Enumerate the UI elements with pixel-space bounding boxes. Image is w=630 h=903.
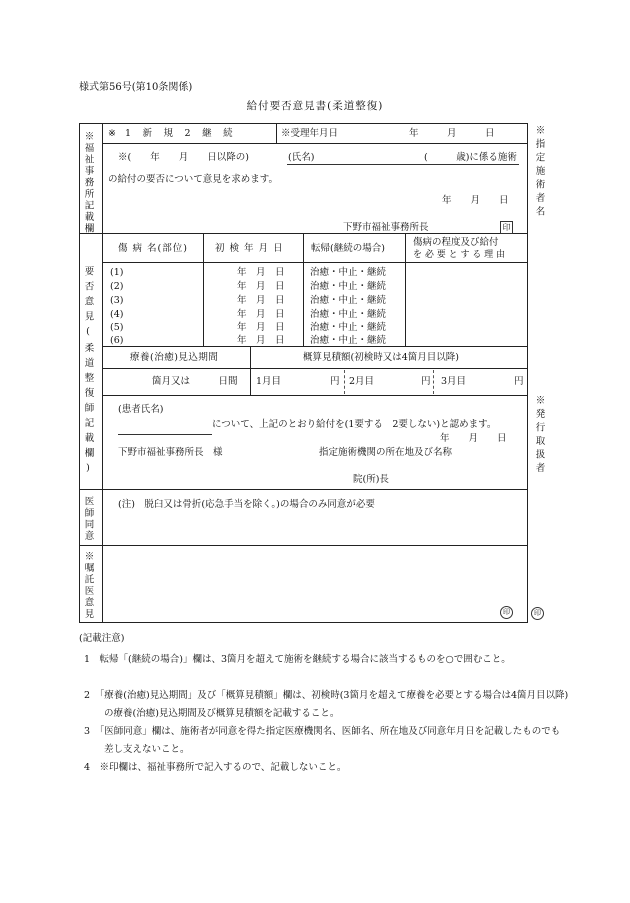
row-date: 年 月 日 <box>237 295 285 306</box>
patient-name-label: (氏名) <box>288 152 315 163</box>
received-date-label: ※受理年月日 <box>281 128 339 139</box>
new-renew-choice: 1 新 規 2 継 続 <box>125 128 234 139</box>
row-outcome: 治癒・中止・継続 <box>310 281 387 292</box>
row-date: 年 月 日 <box>237 322 285 333</box>
row-no: (5) <box>110 322 124 333</box>
col-reason-line1: 傷病の程度及び給付 <box>413 237 499 248</box>
row-outcome: 治癒・中止・継続 <box>310 309 387 320</box>
row-date: 年 月 日 <box>237 309 285 320</box>
issuer-seal-icon: 印 <box>531 607 544 620</box>
institution-label: 指定施術機関の所在地及び名称 <box>319 447 453 458</box>
row-no: (3) <box>110 295 124 306</box>
period-label: 療養(治癒)見込期間 <box>130 352 219 363</box>
notes-heading: (記載注意) <box>79 633 125 644</box>
note-item-3: 3 「医師同意」欄は、施術者が同意を得た指定医療機関名、医師名、所在地及び同意年月日を記載したものでも差し支えないこと。 <box>84 726 561 755</box>
chief-seal-icon: 印 <box>500 221 513 234</box>
consent-text: について、上記のとおり給付を(1要する 2要しない)と認めます。 <box>212 419 497 430</box>
note-item-4: 4 ※印欄は、福祉事務所で記入するので、記載しないこと。 <box>84 762 347 773</box>
month1-label: 1月目 <box>256 376 282 387</box>
commission-seal-icon: 印 <box>500 606 513 619</box>
col-outcome: 転帰(継続の場合) <box>311 243 385 254</box>
director-label: 院(所)長 <box>353 474 389 485</box>
period-value: 箇月又は 日間 <box>152 376 238 387</box>
office-chief: 下野市福祉事務所長 <box>343 222 429 233</box>
estimate-label: 概算見積額(初検時又は4箇月目以降) <box>303 352 459 363</box>
yen-2: 円 <box>421 376 431 387</box>
month2-label: 2月目 <box>349 376 375 387</box>
form-title: 給付要否意見書(柔道整復) <box>246 100 384 112</box>
doctor-section-label: 医師同意 <box>82 496 94 542</box>
form-number: 様式第56号(第10条関係) <box>79 82 193 93</box>
note-item-1: 1 転帰「(継続の場合)」欄は、3箇月を超えて施術を継続する場合に該当するものを○で囲むこと。 <box>84 654 511 665</box>
row-date: 年 月 日 <box>237 281 285 292</box>
col-reason-line2: を 必 要 と す る 理 由 <box>413 250 506 260</box>
row-date: 年 月 日 <box>237 335 285 346</box>
row-no: (6) <box>110 335 124 346</box>
designated-practitioner-label: ※指定施術者名 <box>533 125 545 220</box>
office-mark: ※ <box>108 128 116 139</box>
issuer-label: ※発行取扱者 <box>533 395 545 476</box>
row-date: 年 月 日 <box>237 267 285 278</box>
received-date-field: 年 月 日 <box>409 128 495 139</box>
row-outcome: 治癒・中止・継続 <box>310 322 387 333</box>
row-outcome: 治癒・中止・継続 <box>310 267 387 278</box>
row-no: (2) <box>110 281 124 292</box>
col-first-visit: 初 検 年 月 日 <box>215 243 284 254</box>
request-text: の給付の要否について意見を求めます。 <box>108 174 279 185</box>
row-no: (1) <box>110 267 124 278</box>
row-outcome: 治癒・中止・継続 <box>310 295 387 306</box>
consent-date: 年 月 日 <box>440 433 507 444</box>
commission-section-label: ※嘱託医意見 <box>82 551 94 620</box>
note-item-2: 2 「療養(治癒)見込期間」及び「概算見積額」欄は、初検時(3箇月を超えて療養を必要とする場合は4箇月目以降)の療養(治癒)見込期間及び概算見積額を記載すること。 <box>84 690 569 719</box>
doctor-consent-note: (注) 脱臼又は骨折(応急手当を除く。)の場合のみ同意が必要 <box>118 499 375 510</box>
col-disease: 傷 病 名(部位) <box>118 243 188 254</box>
row-no: (4) <box>110 309 124 320</box>
month3-label: 3月目 <box>441 376 467 387</box>
request-date: 年 月 日 <box>442 195 509 206</box>
addressee: 下野市福祉事務所長 様 <box>118 447 223 458</box>
patient-name-label-2: (患者氏名) <box>118 404 164 415</box>
row-outcome: 治癒・中止・継続 <box>310 335 387 346</box>
opinion-section-label: 要否意見(柔道整復師記載欄) <box>82 266 94 479</box>
start-date-text: ※( 年 月 日以降の) <box>118 152 249 163</box>
yen-3: 円 <box>514 376 524 387</box>
age-suffix: ( 歳)に係る施術 <box>424 152 517 163</box>
office-section-label: ※福祉事務所記載欄 <box>82 131 94 235</box>
yen-1: 円 <box>330 376 340 387</box>
patient-name-blank <box>118 424 212 435</box>
